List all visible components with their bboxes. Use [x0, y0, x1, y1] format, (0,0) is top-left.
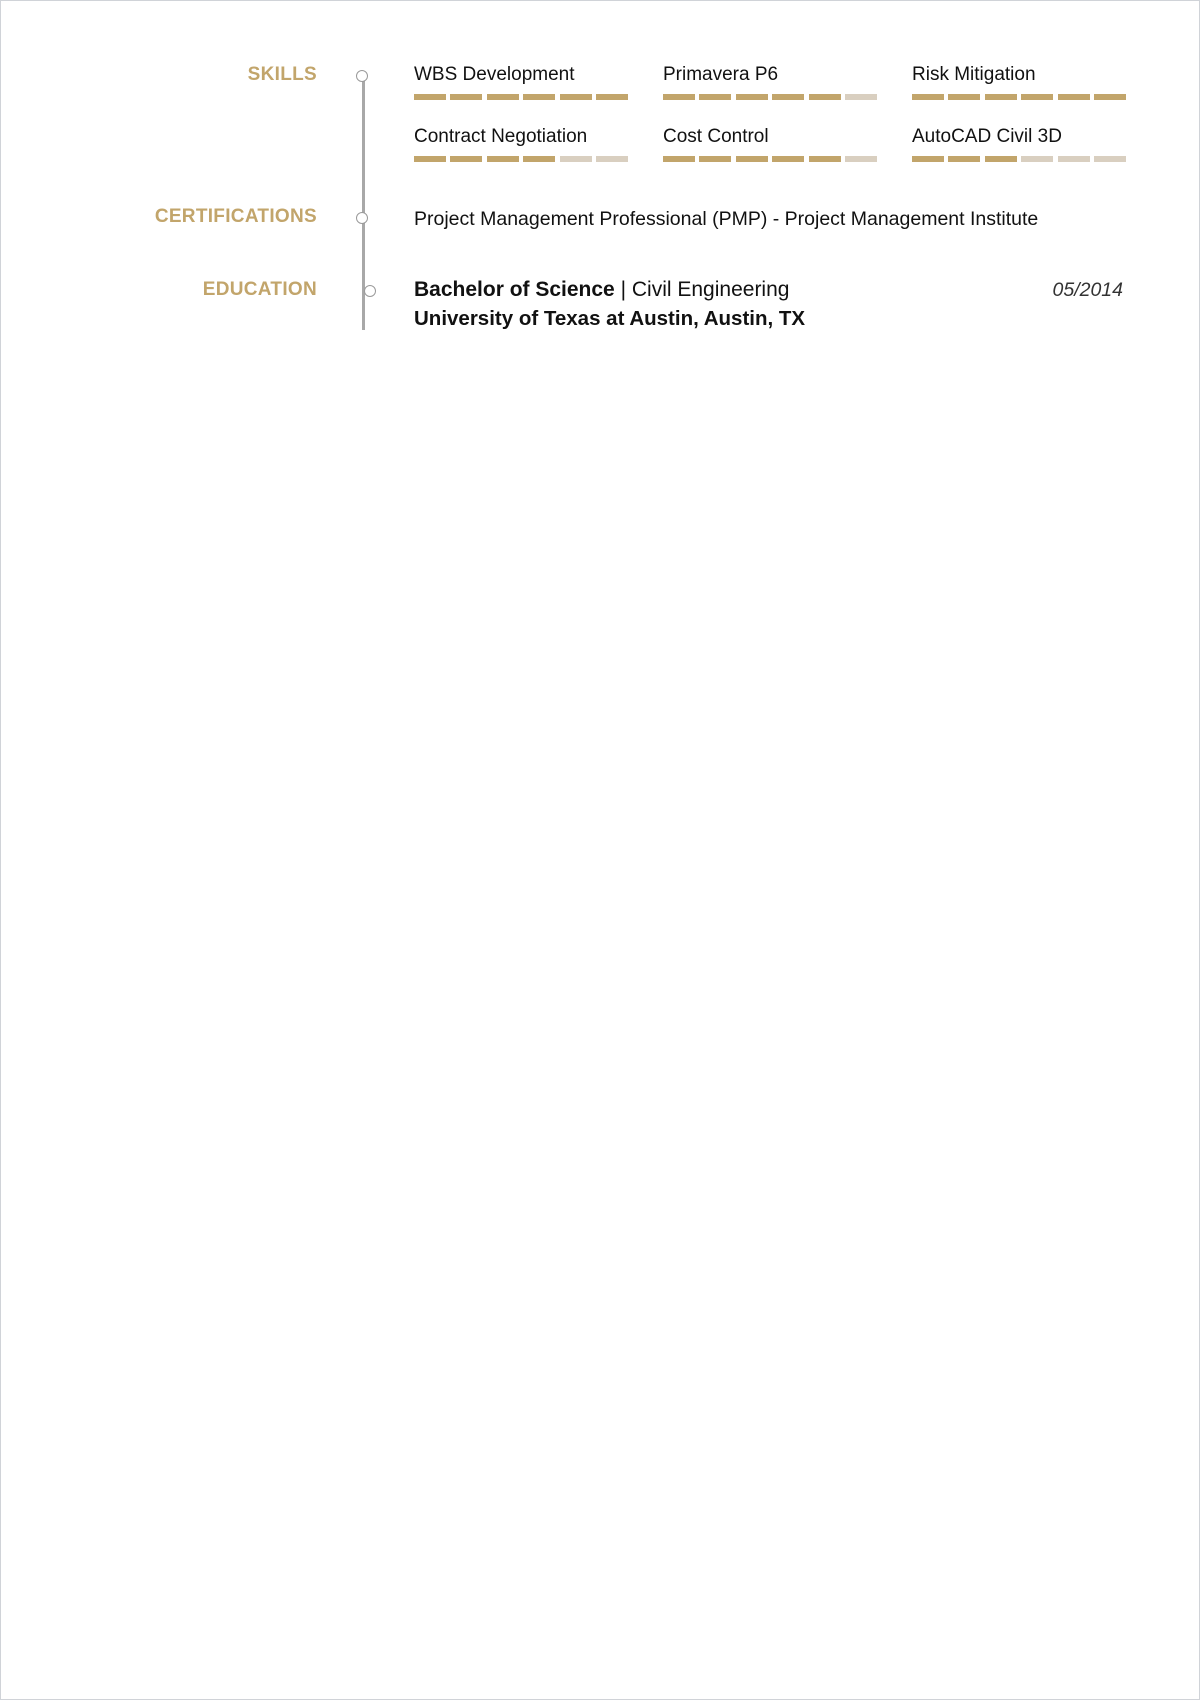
skill-name: Cost Control [663, 126, 769, 147]
skill-level-segment-filled [1094, 94, 1126, 100]
skill-name: Contract Negotiation [414, 126, 588, 147]
skill-level-segment-filled [809, 94, 841, 100]
skill-name: Primavera P6 [663, 64, 779, 85]
skill-level-segment-empty [1094, 156, 1126, 162]
skill-level-segment-filled [523, 156, 555, 162]
skill-level-segment-filled [699, 156, 731, 162]
skill-level-segment-filled [1021, 94, 1053, 100]
skill-level-bar [414, 156, 628, 162]
education-heading: EDUCATION [202, 279, 317, 300]
skill-level-segment-empty [1021, 156, 1053, 162]
skill-level-segment-filled [663, 94, 695, 100]
education-field: Civil Engineering [631, 278, 790, 301]
education-degree-line [414, 278, 789, 302]
skill-item [414, 64, 628, 100]
skill-level-segment-filled [487, 156, 519, 162]
skill-level-segment-filled [450, 156, 482, 162]
skill-level-segment-filled [414, 156, 446, 162]
skill-level-segment-filled [736, 94, 768, 100]
skill-level-segment-filled [699, 94, 731, 100]
skill-level-bar [912, 94, 1126, 100]
skill-item [663, 64, 877, 100]
skills-heading: SKILLS [247, 64, 317, 85]
skill-level-segment-filled [596, 94, 628, 100]
skill-level-segment-filled [1058, 94, 1090, 100]
skill-level-segment-filled [487, 94, 519, 100]
certifications-heading: CERTIFICATIONS [154, 206, 317, 227]
skill-level-segment-filled [414, 94, 446, 100]
skill-level-bar [414, 94, 628, 100]
education-timeline-dot [364, 285, 376, 297]
skill-level-segment-filled [985, 156, 1017, 162]
skill-level-bar [663, 156, 877, 162]
skill-name: Risk Mitigation [912, 64, 1036, 85]
skill-level-segment-filled [948, 156, 980, 162]
skill-level-segment-filled [912, 94, 944, 100]
certifications-timeline-dot [356, 212, 368, 224]
skill-level-segment-filled [809, 156, 841, 162]
skill-level-segment-empty [845, 94, 877, 100]
skill-level-bar [912, 156, 1126, 162]
skill-item [912, 64, 1126, 100]
skill-level-segment-filled [912, 156, 944, 162]
skill-level-segment-empty [560, 156, 592, 162]
education-degree: Bachelor of Science [414, 278, 615, 301]
skills-timeline-dot [356, 70, 368, 82]
skill-level-segment-empty [596, 156, 628, 162]
certification-item: Project Management Professional (PMP) - Project Management Institute [414, 208, 1039, 230]
skill-item [663, 126, 877, 162]
skill-level-segment-empty [1058, 156, 1090, 162]
skill-level-segment-filled [450, 94, 482, 100]
skill-item [912, 126, 1126, 162]
skill-name: AutoCAD Civil 3D [912, 126, 1062, 147]
skill-level-segment-filled [772, 156, 804, 162]
skill-level-segment-filled [560, 94, 592, 100]
skill-level-segment-filled [772, 94, 804, 100]
education-school: University of Texas at Austin, Austin, TX [414, 307, 806, 330]
skill-level-segment-filled [523, 94, 555, 100]
skill-name: WBS Development [414, 64, 575, 85]
education-separator: | [614, 278, 632, 301]
skill-level-segment-filled [663, 156, 695, 162]
skill-item [414, 126, 628, 162]
skill-level-segment-empty [845, 156, 877, 162]
skill-level-bar [663, 94, 877, 100]
skill-level-segment-filled [985, 94, 1017, 100]
skill-level-segment-filled [736, 156, 768, 162]
education-date: 05/2014 [1052, 279, 1123, 301]
skill-level-segment-filled [948, 94, 980, 100]
